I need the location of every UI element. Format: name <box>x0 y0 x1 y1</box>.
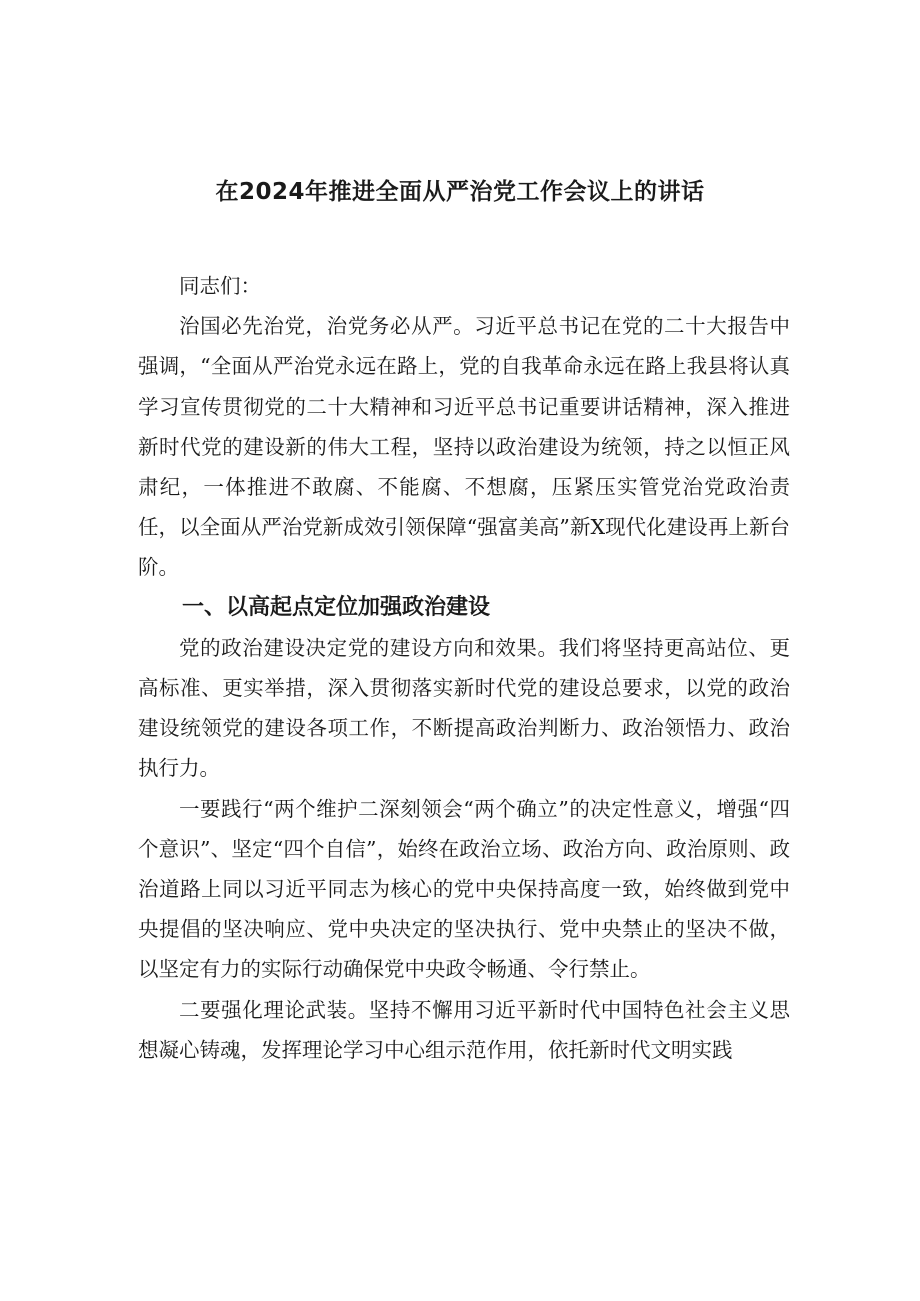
section-paragraph: 二要强化理论武装。坚持不懈用习近平新时代中国特色社会主义思想凝心铸魂，发挥理论学习中心组示范作用，依托新时代文明实践 <box>138 997 790 1062</box>
document-title: 在2024年推进全面从严治党工作会议上的讲话 <box>215 179 705 205</box>
intro-paragraph: 治国必先治党，治党务必从严。习近平总书记在党的二十大报告中强调，“全面从严治党永远在路上，党的自我革命永远在路上我县将认真学习宣传贯彻党的二十大精神和习近平总书记重要讲话精神，深入推进新时代党的建设新的伟大工程，坚持以政治建设为统领，持之以恒正风肃纪，一体推进不敢腐、不能腐、不想腐，压紧压实管党治党政治责任，以全面从严治党新成效引领保障“强富美高”新X现代化建设再上新台阶。 <box>138 314 790 580</box>
salutation: 同志们： <box>179 274 261 298</box>
section-paragraph: 一要践行“两个维护二深刻领会“两个确立”的决定性意义，增强“四个意识”、坚定“四个自信”，始终在政治立场、政治方向、政治原则、政治道路上同以习近平同志为核心的党中央保持高度一致，始终做到党中央提倡的坚决响应、党中央决定的坚决执行、党中央禁止的坚决不做，以坚定有力的实际行动确保党中央政令畅通、令行禁止。 <box>138 796 790 982</box>
section-heading: 一、以高起点定位加强政治建设 <box>182 594 491 620</box>
section-paragraph: 党的政治建设决定党的建设方向和效果。我们将坚持更高站位、更高标准、更实举措，深入贯彻落实新时代党的建设总要求，以党的政治建设统领党的建设各项工作，不断提高政治判断力、政治领悟力、政治执行力。 <box>138 635 790 781</box>
document-body <box>138 266 790 1070</box>
